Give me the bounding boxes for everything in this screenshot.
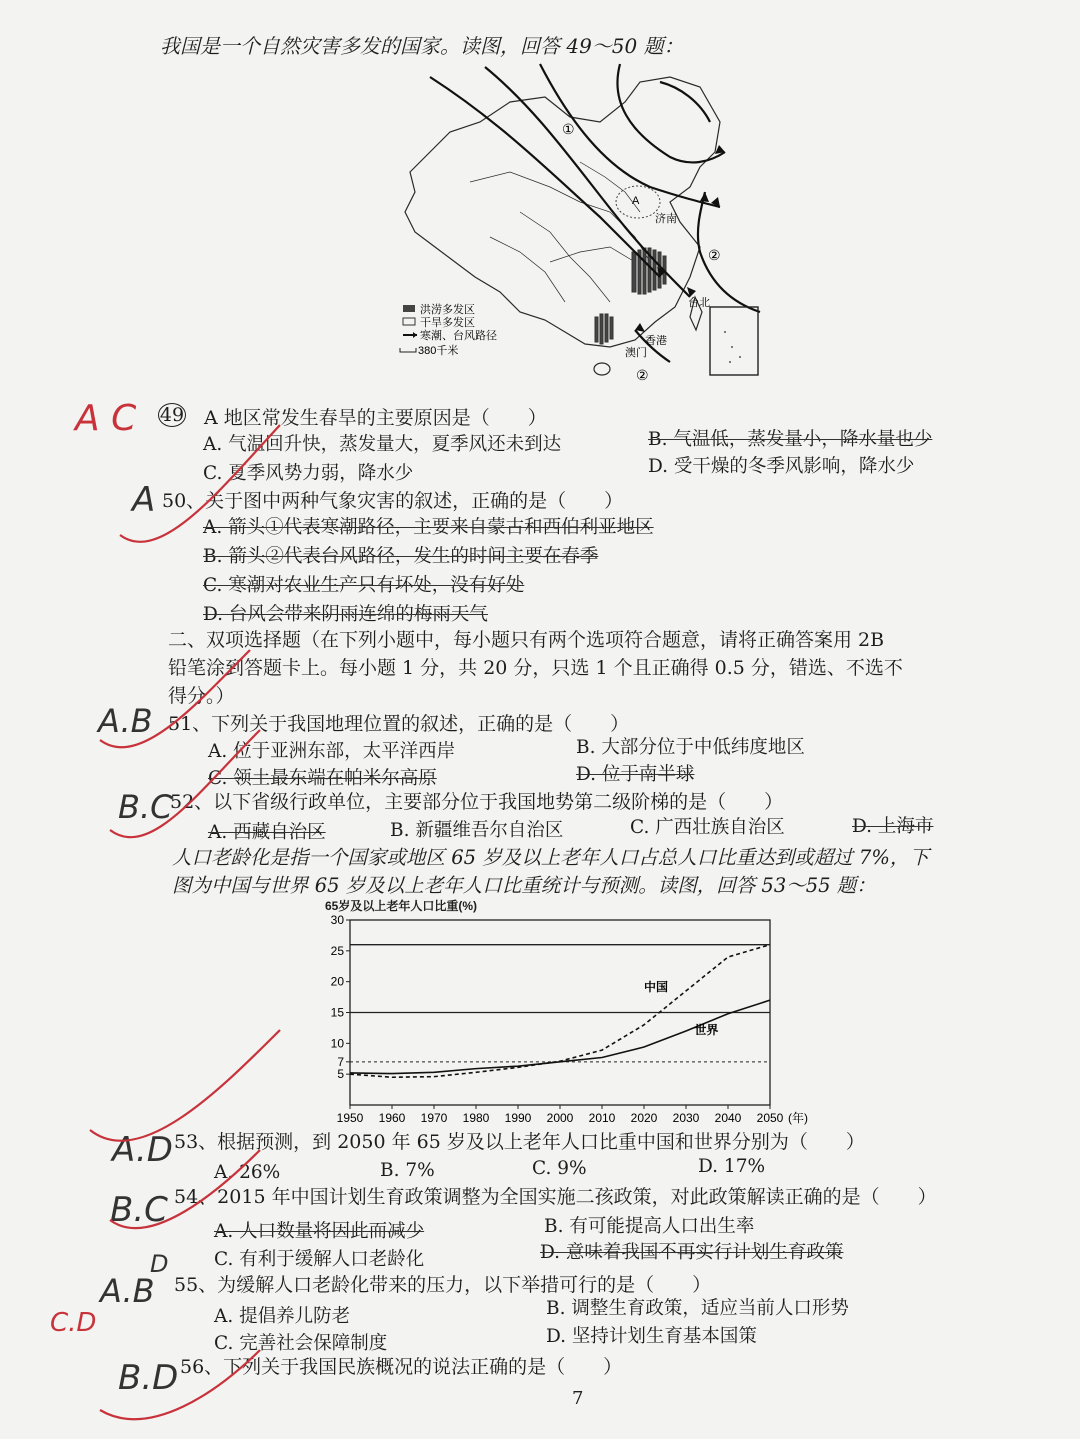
handwriting-q52: B.C [118, 788, 173, 826]
q50-option-d: D. 台风会带来阴雨连绵的梅雨天气 [203, 604, 488, 625]
q55-option-d: D. 坚持计划生育基本国策 [546, 1326, 757, 1347]
chart-intro-line2: 图为中国与世界 65 岁及以上老年人口比重统计与预测。读图，回答 53～55 题： [172, 874, 876, 897]
q55-stem: 55、为缓解人口老龄化带来的压力，以下举措可行的是（ ） [174, 1274, 712, 1296]
q54-option-a: A. 人口数量将因此而减少 [214, 1221, 425, 1242]
china-disaster-map [370, 62, 790, 383]
q50-option-b: B. 箭头②代表台风路径，发生的时间主要在春季 [203, 546, 599, 567]
section2-line2: 铅笔涂到答题卡上。每小题 1 分，共 20 分，只选 1 个且正确得 0.5 分，错选、不选不 [168, 657, 903, 679]
q54-option-c: C. 有利于缓解人口老龄化 [214, 1249, 425, 1270]
q53-option-c: C. 9% [532, 1158, 587, 1179]
map-label-aomen: 澳门 [625, 347, 647, 359]
series-label-china: 中国 [644, 979, 669, 994]
series-label-world: 世界 [694, 1023, 719, 1038]
handwriting-q49: A C [75, 398, 137, 439]
x-tick-label: 2040 [714, 1111, 742, 1125]
q52-option-d: D. 上海市 [852, 816, 934, 837]
map-label-xianggang: 香港 [645, 335, 667, 347]
q51-option-d: D. 位于南半球 [576, 764, 695, 785]
handwriting-q53: A.D [112, 1130, 173, 1170]
q53-option-a: A. 26% [214, 1162, 281, 1183]
map-label-arrow1: ① [562, 121, 575, 137]
y-tick-label: 25 [330, 943, 344, 958]
q54-stem: 54、2015 年中国计划生育政策调整为全国实施二孩政策，对此政策解读正确的是（ ） [174, 1186, 937, 1208]
map-legend [400, 302, 497, 357]
handwriting-q51: A.B [98, 702, 153, 740]
handwriting-q55-d: D [150, 1250, 169, 1278]
q49-option-c: C. 夏季风势力弱，降水少 [203, 463, 414, 484]
section2-line1: 二、双项选择题（在下列小题中，每小题只有两个选项符合题意，请将正确答案用 2B [168, 629, 885, 651]
south-sea-inset [710, 307, 758, 375]
legend-drought: 干旱多发区 [420, 317, 475, 329]
x-tick-label: 1960 [378, 1111, 406, 1125]
x-tick-label: 1990 [504, 1111, 532, 1125]
q49-option-b: B. 气温低，蒸发量小，降水量也少 [648, 429, 933, 450]
handwriting-q54: B.C [110, 1190, 168, 1230]
chart-intro-line1: 人口老龄化是指一个国家或地区 65 岁及以上老年人口占总人口比重达到或超过 7%，下 [172, 846, 929, 869]
map-label-taibei: 台北 [688, 297, 710, 309]
q52-option-a: A. 西藏自治区 [208, 822, 326, 843]
q55-option-c: C. 完善社会保障制度 [214, 1333, 388, 1354]
x-axis-label: (年) [788, 1111, 808, 1125]
q50-option-c: C. 寒潮对农业生产只有坏处，没有好处 [203, 575, 525, 596]
q51-option-a: A. 位于亚洲东部，太平洋西岸 [208, 741, 456, 762]
handwriting-q55: A.B [100, 1272, 155, 1310]
y-tick-label: 30 [330, 913, 344, 927]
x-tick-label: 1970 [420, 1111, 448, 1125]
q55-option-b: B. 调整生育政策，适应当前人口形势 [546, 1298, 849, 1319]
q49-stem: A 地区常发生春旱的主要原因是（ ） [204, 407, 547, 429]
y-tick-label: 20 [330, 974, 344, 989]
q53-stem: 53、根据预测，到 2050 年 65 岁及以上老年人口比重中国和世界分别为（ ） [174, 1131, 865, 1153]
q56-stem: 56、下列关于我国民族概况的说法正确的是（ ） [180, 1356, 623, 1378]
red-check-marks [0, 330, 300, 1430]
section2-line3: 得分。） [168, 685, 235, 707]
q50-option-a: A. 箭头①代表寒潮路径，主要来自蒙古和西伯利亚地区 [203, 517, 654, 538]
x-tick-label: 1950 [336, 1111, 364, 1125]
handwriting-q50: A [132, 480, 156, 520]
q52-stem: 52、以下省级行政单位，主要部分位于我国地势第二级阶梯的是（ ） [170, 791, 784, 813]
elderly-ratio-chart [320, 912, 830, 1132]
x-tick-label: 1980 [462, 1111, 490, 1125]
y-tick-label: 15 [330, 1005, 344, 1020]
q49-option-a: A. 气温回升快，蒸发量大，夏季风还未到达 [203, 434, 562, 455]
q49-number: 49 [159, 404, 185, 426]
q52-option-b: B. 新疆维吾尔自治区 [390, 820, 564, 841]
map-label-arrow2b: ② [636, 367, 649, 383]
map-label-jinan: 济南 [655, 213, 677, 225]
x-tick-label: 2010 [588, 1111, 616, 1125]
q55-option-a: A. 提倡养儿防老 [214, 1306, 351, 1327]
legend-path: 寒潮、台风路径 [420, 330, 497, 342]
x-tick-label: 2050 [756, 1111, 784, 1125]
q53-option-b: B. 7% [380, 1160, 435, 1181]
q51-option-b: B. 大部分位于中低纬度地区 [576, 737, 805, 758]
q51-option-c: C. 领土最东端在帕米尔高原 [208, 768, 437, 789]
chart-title: 65岁及以上老年人口比重(%) [325, 899, 478, 913]
map-label-A: A [632, 195, 640, 207]
q53-option-d: D. 17% [698, 1156, 766, 1177]
x-tick-label: 2030 [672, 1111, 700, 1125]
map-intro: 我国是一个自然灾害多发的国家。读图，回答 49～50 题： [160, 34, 684, 58]
y-tick-label: 7 [337, 1054, 344, 1069]
x-tick-label: 2020 [630, 1111, 658, 1125]
page-number: 7 [572, 1388, 584, 1409]
x-tick-label: 2000 [546, 1111, 574, 1125]
handwriting-q56: B.D [118, 1358, 179, 1398]
series-line-中国 [350, 945, 770, 1078]
handwriting-q55-side: C.D [50, 1308, 97, 1338]
y-tick-label: 5 [337, 1067, 344, 1082]
legend-flood: 洪涝多发区 [420, 304, 475, 316]
map-scale: 380千米 [418, 345, 459, 357]
q54-option-d: D. 意味着我国不再实行计划生育政策 [540, 1242, 844, 1263]
q54-option-b: B. 有可能提高人口出生率 [544, 1216, 755, 1237]
q50-stem: 50、关于图中两种气象灾害的叙述，正确的是（ ） [162, 490, 624, 512]
y-tick-label: 10 [330, 1036, 344, 1051]
q52-option-c: C. 广西壮族自治区 [630, 817, 785, 838]
q49-option-d: D. 受干燥的冬季风影响，降水少 [648, 456, 915, 477]
map-label-arrow2a: ② [708, 247, 721, 263]
q51-stem: 51、下列关于我国地理位置的叙述，正确的是（ ） [168, 713, 630, 735]
